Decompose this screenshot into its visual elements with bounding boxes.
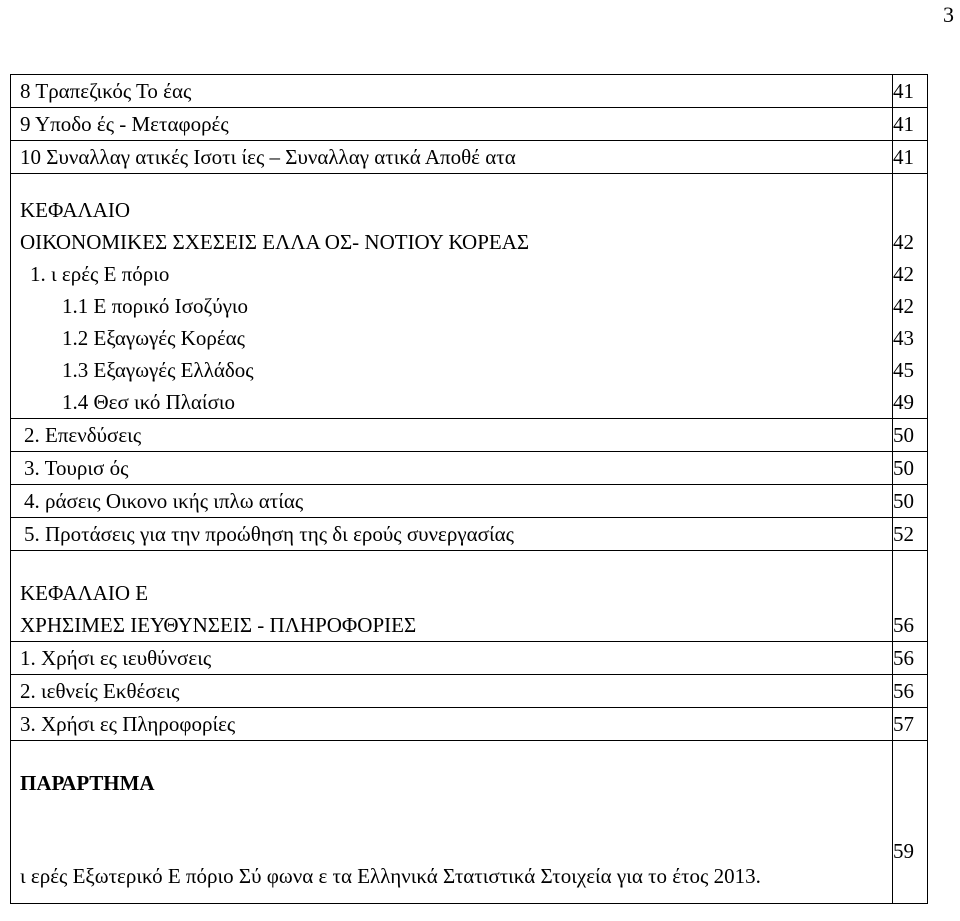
toc-row (10, 354, 928, 386)
toc-entry-page (893, 551, 929, 610)
toc-row (10, 675, 928, 708)
toc-row (10, 419, 928, 452)
toc-entry-page: 42 (893, 294, 914, 318)
toc-entry-title: 1.3 Εξαγωγές Ελλάδος (10, 354, 893, 386)
toc-entry-page: 41 (893, 75, 929, 108)
toc-row (10, 485, 928, 518)
toc-row (10, 386, 928, 419)
toc-entry-page: 56 (893, 613, 914, 637)
toc-row (10, 708, 928, 741)
toc-entry-page (893, 174, 929, 227)
toc-entry-page: 57 (893, 708, 929, 741)
toc-entry-page: 50 (893, 419, 929, 452)
toc-entry-title: 5. Προτάσεις για την προώθηση της δι ερούς συνεργασίας (10, 518, 893, 551)
toc-row (10, 799, 928, 903)
chapter-title: ΟΙΚΟΝΟΜΙΚΕΣ ΣΧΕΣΕΙΣ ΕΛΛΑ ΟΣ- ΝΟΤΙΟΥ ΚΟΡΕΑΣ (10, 226, 893, 258)
chapter-heading: ΚΕΦΑΛΑΙΟ Ε (10, 551, 893, 610)
toc-entry-page: 59 (893, 839, 914, 863)
toc-entry-title: 10 Συναλλαγ ατικές Ισοτι ίες – Συναλλαγ ατικά Αποθέ ατα (10, 141, 893, 174)
toc-row (10, 226, 928, 258)
toc-table (10, 74, 928, 903)
toc-entry-title: 2. Επενδύσεις (10, 419, 893, 452)
chapter-title: ΧΡΗΣΙΜΕΣ ΙΕΥΘΥΝΣΕΙΣ - ΠΛΗΡΟΦΟΡΙΕΣ (10, 609, 893, 642)
toc-entry-title: 1. ι ερές Ε πόριο (10, 258, 893, 290)
toc-entry-title: 4. ράσεις Οικονο ικής ιπλω ατίας (10, 485, 893, 518)
toc-row (10, 290, 928, 322)
toc-row (10, 551, 928, 610)
toc-entry-page: 56 (893, 675, 929, 708)
toc-entry-title: 3. Χρήσι ες Πληροφορίες (10, 708, 893, 741)
chapter-heading: ΚΕΦΑΛΑΙΟ (10, 174, 893, 227)
toc-entry-title: 3. Τουρισ ός (10, 452, 893, 485)
toc-row (10, 174, 928, 227)
toc-row (10, 108, 928, 141)
toc-row (10, 322, 928, 354)
toc-entry-page (893, 741, 929, 800)
appendix-heading: ΠΑΡΑΡΤΗΜΑ (10, 741, 893, 800)
toc-row (10, 258, 928, 290)
table-of-contents (10, 74, 928, 904)
toc-entry-page: 45 (893, 358, 914, 382)
toc-entry-page: 43 (893, 326, 914, 350)
toc-entry-page: 41 (893, 108, 929, 141)
toc-row (10, 642, 928, 675)
page-number: 3 (943, 2, 954, 27)
toc-entry-title: 9 Υποδο ές - Μεταφορές (10, 108, 893, 141)
appendix-entry-title: ι ερές Εξωτερικό Ε πόριο Σύ φωνα ε τα Ελληνικά Στατιστικά Στοιχεία για το έτος 2013. (10, 799, 893, 903)
toc-entry-page: 41 (893, 141, 929, 174)
toc-row (10, 141, 928, 174)
toc-entry-title: 1.4 Θεσ ικό Πλαίσιο (10, 386, 893, 419)
toc-entry-page: 42 (893, 230, 914, 254)
toc-row (10, 452, 928, 485)
toc-row (10, 518, 928, 551)
toc-entry-page: 42 (893, 262, 914, 286)
toc-entry-page: 50 (893, 452, 929, 485)
toc-entry-page: 56 (893, 642, 929, 675)
toc-entry-title: 1.2 Εξαγωγές Κορέας (10, 322, 893, 354)
toc-entry-page: 52 (893, 518, 929, 551)
toc-entry-title: 1. Χρήσι ες ιευθύνσεις (10, 642, 893, 675)
toc-entry-page: 49 (893, 390, 914, 414)
toc-entry-page: 50 (893, 485, 929, 518)
toc-row (10, 609, 928, 642)
toc-entry-title: 1.1 Ε πορικό Ισοζύγιο (10, 290, 893, 322)
toc-row (10, 741, 928, 800)
toc-row (10, 75, 928, 108)
toc-entry-title: 8 Τραπεζικός Το έας (10, 75, 893, 108)
toc-entry-title: 2. ιεθνείς Εκθέσεις (10, 675, 893, 708)
